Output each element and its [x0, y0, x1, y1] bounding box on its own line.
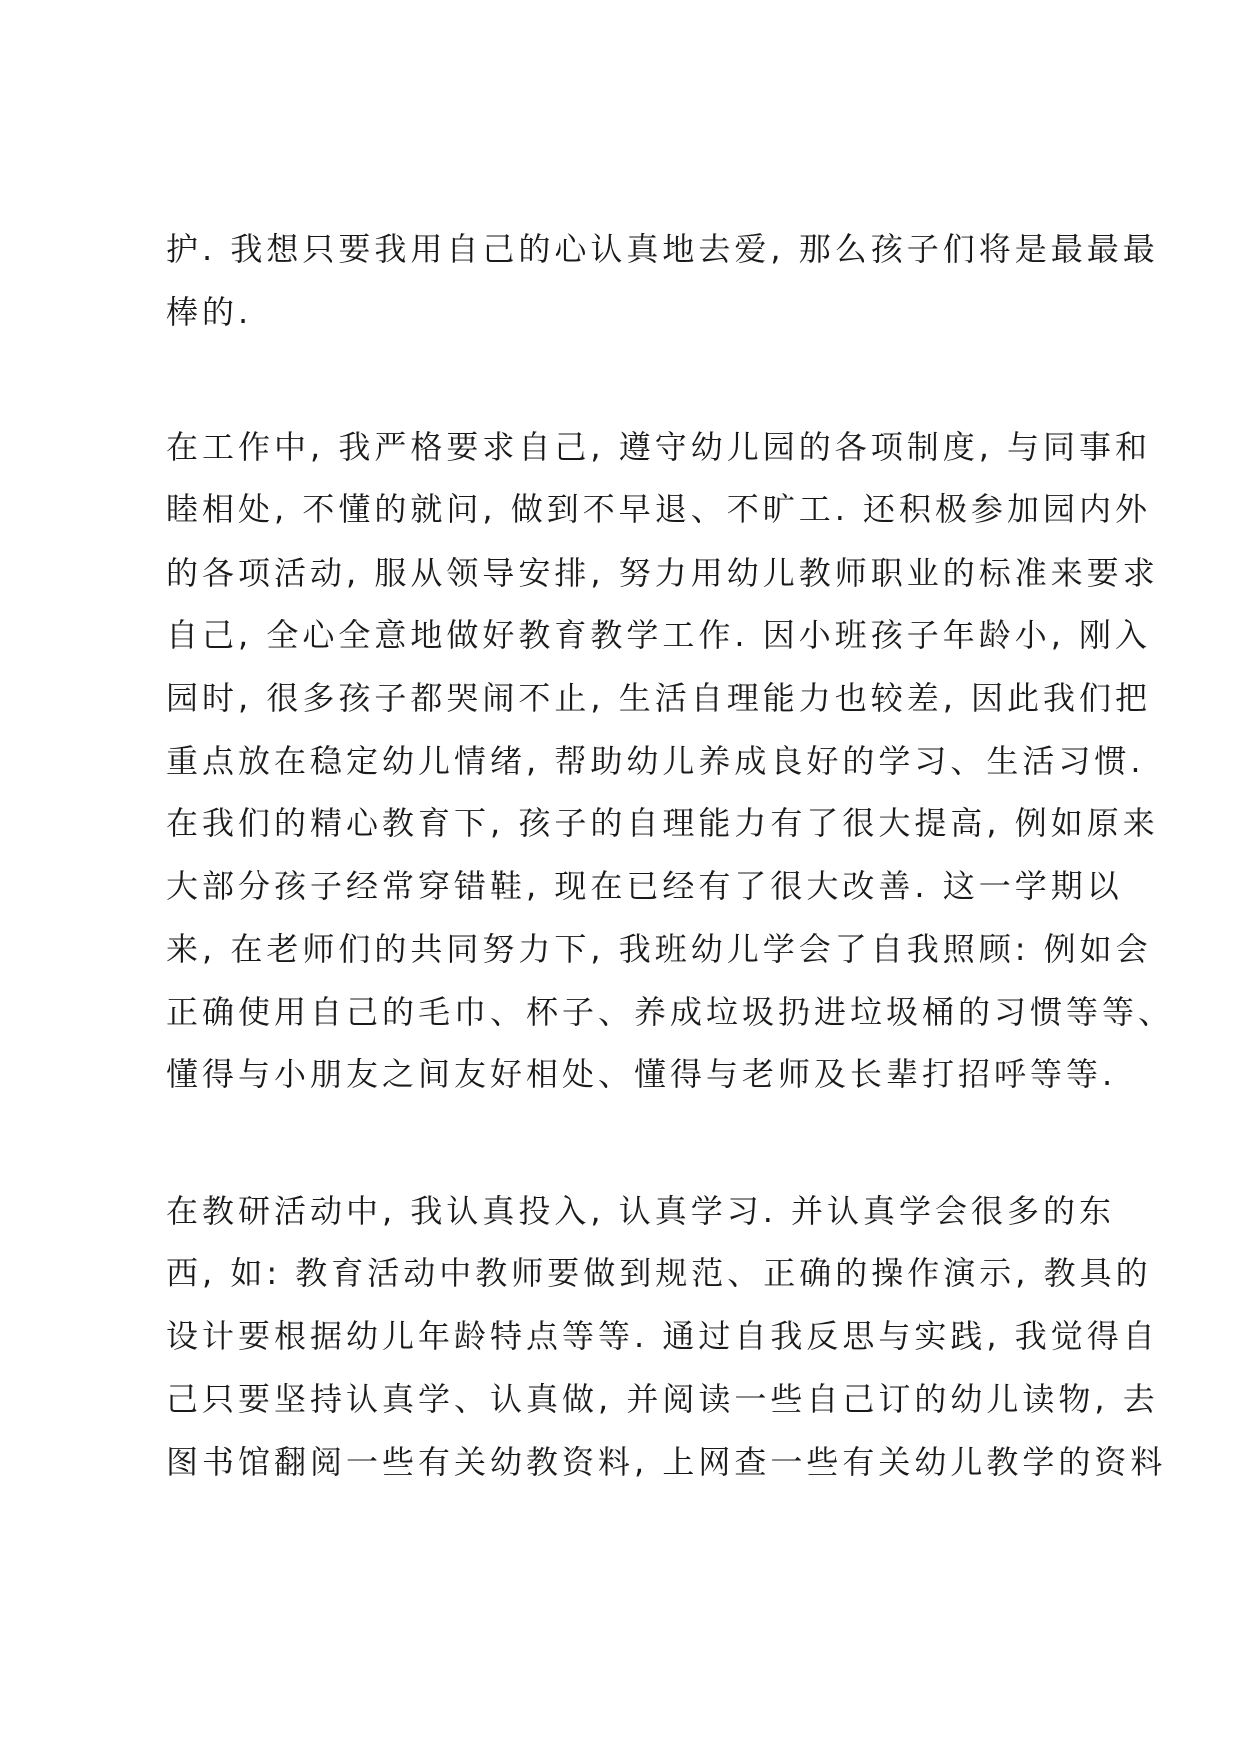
paragraph-line: 懂得与小朋友之间友好相处、懂得与老师及长辈打招呼等等.	[166, 1055, 1117, 1093]
paragraph-line: 正确使用自己的毛巾、杯子、养成垃圾扔进垃圾桶的习惯等等、	[166, 993, 1175, 1031]
paragraph-line: 在工作中, 我严格要求自己, 遵守幼儿园的各项制度, 与同事和	[166, 428, 1152, 466]
paragraph-line: 重点放在稳定幼儿情绪, 帮助幼儿养成良好的学习、生活习惯.	[166, 742, 1145, 780]
paragraph-line: 大部分孩子经常穿错鞋, 现在已经有了很大改善. 这一学期以	[166, 867, 1123, 905]
paragraph-line: 园时, 很多孩子都哭闹不止, 生活自理能力也较差, 因此我们把	[166, 679, 1152, 717]
paragraph-line: 的各项活动, 服从领导安排, 努力用幼儿教师职业的标准来要求	[166, 554, 1159, 592]
paragraph-line: 西, 如: 教育活动中教师要做到规范、正确的操作演示, 教具的	[166, 1254, 1152, 1292]
paragraph-line: 图书馆翻阅一些有关幼教资料, 上网查一些有关幼儿教学的资料	[166, 1443, 1167, 1481]
paragraph-line: 己只要坚持认真学、认真做, 并阅读一些自己订的幼儿读物, 去	[166, 1380, 1159, 1418]
paragraph-line: 自己, 全心全意地做好教育教学工作. 因小班孩子年龄小, 刚入	[166, 616, 1152, 654]
paragraph-line: 设计要根据幼儿年龄特点等等. 通过自我反思与实践, 我觉得自	[166, 1317, 1159, 1355]
paragraph-line: 在教研活动中, 我认真投入, 认真学习. 并认真学会很多的东	[166, 1192, 1116, 1230]
paragraph-line: 睦相处, 不懂的就问, 做到不早退、不旷工. 还积极参加园内外	[166, 490, 1152, 528]
paragraph-line: 护. 我想只要我用自己的心认真地去爱, 那么孩子们将是最最最	[166, 230, 1159, 268]
paragraph-line: 来, 在老师们的共同努力下, 我班幼儿学会了自我照顾: 例如会	[166, 930, 1152, 968]
paragraph-line: 棒的.	[166, 293, 253, 331]
paragraph-line: 在我们的精心教育下, 孩子的自理能力有了很大提高, 例如原来	[166, 804, 1159, 842]
